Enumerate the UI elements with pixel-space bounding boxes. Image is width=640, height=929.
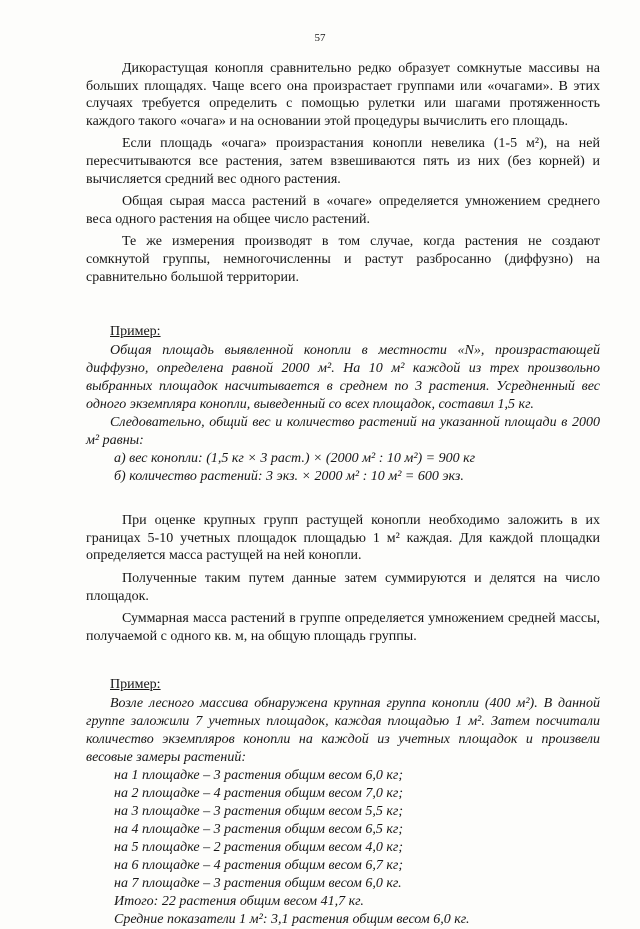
total-line: Итого: 22 растения общим весом 41,7 кг. [114,894,364,910]
measurement-item: на 3 площадке – 3 растения общим весом 5,5 кг; [114,804,404,820]
calculation-item: б) количество растений: 3 экз. × 2000 м² : 10 м² = 600 экз. [114,469,464,485]
page-number: 57 [314,32,326,44]
paragraph: Суммарная масса растений в группе определяется умножением средней массы, получаемой с одного кв. м, на общую площадь группы. [86,611,600,644]
example-heading: Пример: [110,677,161,693]
paragraph: При оценке крупных групп растущей конопли необходимо заложить в их границах 5-10 учетных площадок площадью 1 м² каждая. Для каждой площадки определяется масса растущей на ней конопли. [86,513,600,564]
paragraph: Если площадь «очага» произрастания конопли невелика (1-5 м²), на ней пересчитываются все растения, затем взвешиваются пять из них (без корней) и вычисляется средний вес одного растения. [86,136,600,187]
page-body [86,60,600,929]
measurement-item: на 6 площадке – 4 растения общим весом 6,7 кг; [114,858,404,874]
measurement-item: на 2 площадке – 4 растения общим весом 7,0 кг; [114,786,404,802]
measurement-item: на 7 площадке – 3 растения общим весом 6,0 кг. [114,876,402,892]
measurement-item: на 5 площадке – 2 растения общим весом 4,0 кг; [114,840,404,856]
example-conclusion: Следовательно, общий вес и количество растений на указанной площади в 2000 м² равны: [86,415,600,449]
example-calculations [114,450,600,486]
paragraph: Общая сырая масса растений в «очаге» определяется умножением среднего веса одного растения на общее число растений. [86,194,600,227]
measurement-item: на 1 площадке – 3 растения общим весом 6,0 кг; [114,768,404,784]
example-text: Возле лесного массива обнаружена крупная группа конопли (400 м²). В данной группе заложили 7 учетных площадок, каждая площадью 1 м². Затем посчитали количество экземпляров конопли на каждой из учетных площадок и произвели весовые замеры растений: [86,696,600,766]
paragraph: Те же измерения производят в том случае, когда растения не создают сомкнутой группы, немногочисленны и растут разбросанно (диффузно) на сравнительно большой территории. [86,234,600,285]
spacer [86,650,600,676]
example-heading: Пример: [110,324,161,340]
spacer [86,486,600,512]
average-line: Средние показатели 1 м²: 3,1 растения общим весом 6,0 кг. [114,912,470,928]
spacer [86,291,600,323]
paragraph: Полученные таким путем данные затем суммируются и делятся на число площадок. [86,570,600,604]
measurement-item: на 4 площадке – 3 растения общим весом 6,5 кг; [114,822,404,838]
example-measurements [114,767,600,929]
paragraph: Дикорастущая конопля сравнительно редко образует сомкнутые массивы на больших площадях. Чаще всего она произрастает группами или «очагами». В этих случаях требуется определить с помощью рулетки или шагами протяженность каждого такого «очага» и на основании этой процедуры вычислить его площадь. [86,61,600,129]
calculation-item: а) вес конопли: (1,5 кг × 3 раст.) × (2000 м² : 10 м²) = 900 кг [114,451,476,467]
example-text: Общая площадь выявленной конопли в местности «N», произрастающей диффузно, определена равной 2000 м². На 10 м² каждой из трех произвольно выбранных площадок насчитывается в среднем по 3 растения. Усредненный вес одного экземпляра конопли, выведенный со всех площадок, составил 1,5 кг. [86,343,600,413]
